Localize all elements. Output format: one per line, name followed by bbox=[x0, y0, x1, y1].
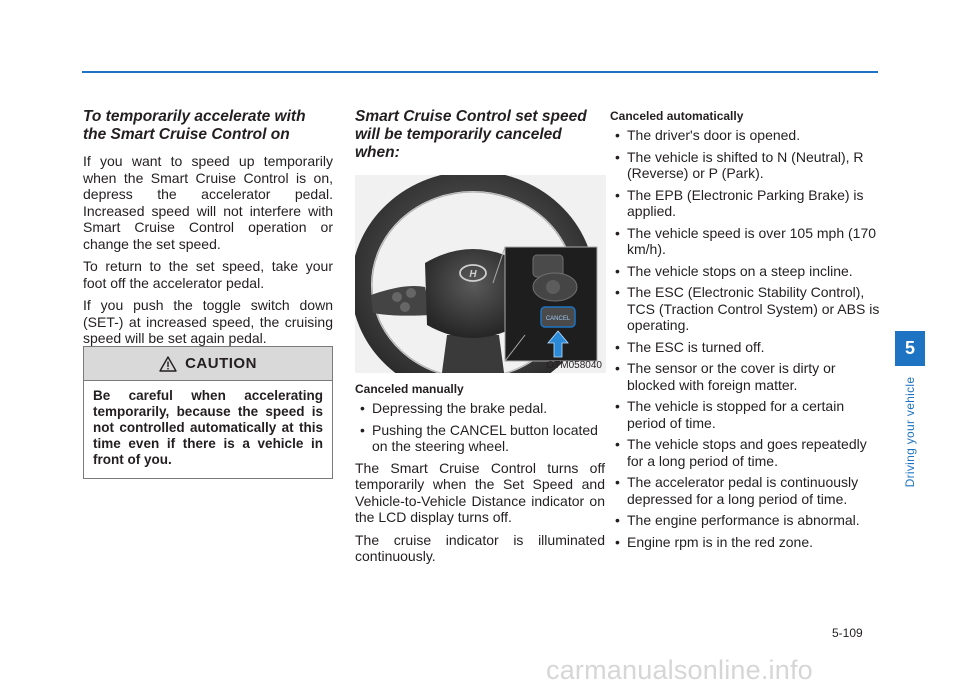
paragraph: The cruise indicator is illuminated continuously. bbox=[355, 531, 605, 564]
column-2-body bbox=[355, 381, 605, 571]
header-rule bbox=[82, 71, 878, 73]
paragraph: If you want to speed up temporarily when the Smart Cruise Control is on, depress the accelerator pedal. Increased speed will not interfere with Smart Cruise Control operation or change the set speed. bbox=[83, 153, 333, 252]
list-item: • The ESC is turned off. bbox=[610, 339, 880, 356]
bullet-list bbox=[355, 400, 605, 455]
watermark: carmanualsonline.info bbox=[546, 655, 813, 685]
list-item: • Engine rpm is in the red zone. bbox=[610, 534, 880, 551]
subhead-canceled-automatically: Canceled automatically bbox=[610, 109, 744, 123]
list-item: • The vehicle stops and goes repeatedly for a long period of time. bbox=[610, 436, 880, 469]
list-item: • The vehicle speed is over 105 mph (170 km/h). bbox=[610, 225, 880, 258]
bullet-list bbox=[610, 127, 880, 550]
list-item: • The accelerator pedal is continuously depressed for a long period of time. bbox=[610, 474, 880, 507]
column-2 bbox=[355, 108, 605, 171]
list-item: • The ESC (Electronic Stability Control), TCS (Traction Control System) or ABS is operating. bbox=[610, 284, 880, 334]
list-item: • Pushing the CANCEL button located on the steering wheel. bbox=[355, 422, 605, 455]
steering-wheel-illustration bbox=[355, 175, 606, 373]
list-item: • The engine performance is abnormal. bbox=[610, 512, 880, 529]
caution-box bbox=[83, 346, 333, 479]
svg-text:H: H bbox=[469, 269, 477, 280]
subhead-canceled-manually: Canceled manually bbox=[355, 382, 464, 396]
warning-triangle-icon bbox=[159, 356, 177, 372]
caution-header bbox=[84, 347, 332, 381]
chapter-label: Driving your vehicle bbox=[903, 376, 917, 488]
paragraph: To return to the set speed, take your foot off the accelerator pedal. bbox=[83, 258, 333, 291]
list-item: • The driver's door is opened. bbox=[610, 127, 880, 144]
list-item: • The sensor or the cover is dirty or blocked with foreign matter. bbox=[610, 360, 880, 393]
column-1 bbox=[83, 108, 333, 353]
chapter-tab: 5 bbox=[895, 331, 925, 366]
list-item: • Depressing the brake pedal. bbox=[355, 400, 605, 417]
list-item: • The EPB (Electronic Parking Brake) is applied. bbox=[610, 187, 880, 220]
list-item: • The vehicle stops on a steep incline. bbox=[610, 263, 880, 280]
section-heading-accelerate: To temporarily accelerate with the Smart Cruise Control on bbox=[83, 108, 306, 143]
steering-wheel-figure bbox=[355, 175, 606, 373]
caution-text: Be careful when accelerating temporarily, because the speed is not controlled automatically at this time even if there is a vehicle in front of you. bbox=[93, 388, 323, 467]
paragraph: If you push the toggle switch down (SET-) at increased speed, the cruising speed will be set again pedal. bbox=[83, 297, 333, 346]
section-heading-canceled: Smart Cruise Control set speed will be temporarily canceled when: bbox=[355, 108, 587, 161]
list-item: • The vehicle is stopped for a certain period of time. bbox=[610, 398, 880, 431]
figure-code: OTM058040 bbox=[546, 360, 602, 371]
paragraph: The Smart Cruise Control turns off temporarily when the Set Speed and Vehicle-to-Vehicle Distance indicator on the LCD display turns off. bbox=[355, 459, 605, 525]
cancel-button-label: CANCEL bbox=[545, 316, 571, 322]
page-number: 5-109 bbox=[832, 626, 863, 640]
list-item: • The vehicle is shifted to N (Neutral), R (Reverse) or P (Park). bbox=[610, 149, 880, 182]
caution-title: CAUTION bbox=[185, 355, 257, 372]
column-3 bbox=[610, 108, 880, 555]
